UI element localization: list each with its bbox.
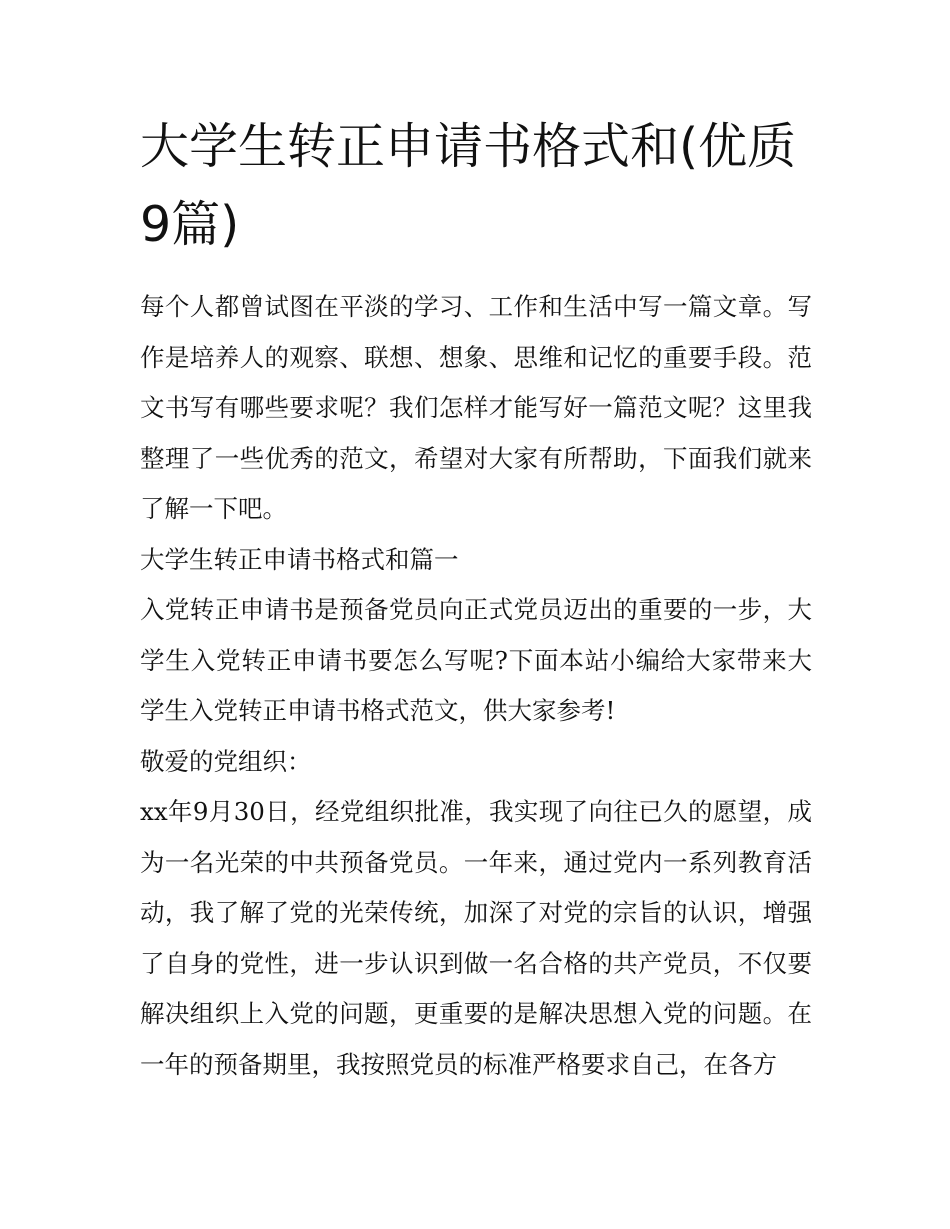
- section-intro-paragraph: 入党转正申请书是预备党员向正式党员迈出的重要的一步，大学生入党转正申请书要怎么写呢?下面本站小编给大家带来大学生入党转正申请书格式范文，供大家参考!: [140, 595, 812, 725]
- salutation: 敬爱的党组织：: [140, 746, 312, 776]
- document-page: [140, 108, 812, 1090]
- document-body: [140, 282, 812, 1090]
- letter-body-paragraph: xx年9月30日，经党组织批准，我实现了向往已久的愿望，成为一名光荣的中共预备党员。一年来，通过党内一系列教育活动，我了解了党的光荣传统，加深了对党的宗旨的认识，增强了自身的党性，进一步认识到做一名合格的共产党员，不仅要解决组织上入党的问题，更重要的是解决思想入党的问题。在一年的预备期里，我按照党员的标准严格要求自己，在各方: [140, 797, 812, 1079]
- document-title: 大学生转正申请书格式和(优质9篇): [140, 118, 797, 253]
- section-heading: 大学生转正申请书格式和篇一: [140, 544, 459, 574]
- intro-paragraph: 每个人都曾试图在平淡的学习、工作和生活中写一篇文章。写作是培养人的观察、联想、想象、思维和记忆的重要手段。范文书写有哪些要求呢？我们怎样才能写好一篇范文呢？这里我整理了一些优秀的范文，希望对大家有所帮助，下面我们就来了解一下吧。: [140, 292, 812, 523]
